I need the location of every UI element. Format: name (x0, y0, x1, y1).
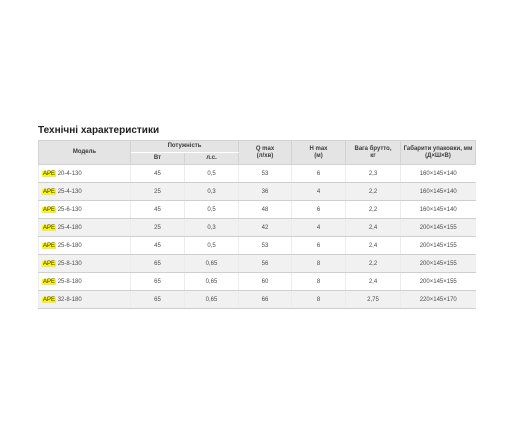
hmax-cell: 6 (292, 201, 346, 219)
dimensions-cell: 200×145×155 (401, 219, 476, 237)
hmax-cell: 6 (292, 165, 346, 183)
brand-label: APE (43, 242, 56, 249)
hmax-cell: 8 (292, 273, 346, 291)
weight-cell: 2,4 (346, 273, 401, 291)
weight-cell: 2,3 (346, 165, 401, 183)
dimensions-cell: 220×145×170 (401, 291, 476, 309)
power-hp-cell: 0,3 (185, 219, 239, 237)
power-w-cell: 45 (131, 237, 185, 255)
qmax-cell: 53 (239, 237, 292, 255)
brand-label: APE (43, 260, 56, 267)
power-hp-cell: 0,5 (185, 201, 239, 219)
table-row (39, 273, 476, 291)
brand-label: APE (43, 206, 56, 213)
model-cell: APE 25-8-180 (39, 273, 131, 291)
spec-table-header (39, 141, 476, 165)
model-cell: APE 25-4-130 (39, 183, 131, 201)
hmax-cell: 8 (292, 255, 346, 273)
weight-cell: 2,2 (346, 201, 401, 219)
header-power-hp: л.с. (185, 153, 239, 165)
power-hp-cell: 0,65 (185, 273, 239, 291)
qmax-cell: 60 (239, 273, 292, 291)
model-cell: APE 25-6-180 (39, 237, 131, 255)
table-row (39, 255, 476, 273)
model-cell: APE 25-8-130 (39, 255, 131, 273)
table-row (39, 219, 476, 237)
weight-cell: 2,4 (346, 219, 401, 237)
brand-label: APE (43, 296, 56, 303)
brand-label: APE (43, 224, 56, 231)
power-hp-cell: 0,3 (185, 183, 239, 201)
dimensions-cell: 200×145×155 (401, 237, 476, 255)
dimensions-cell: 160×145×140 (401, 165, 476, 183)
table-row (39, 201, 476, 219)
header-power-w: Вт (131, 153, 185, 165)
spec-table-body (39, 165, 476, 309)
dimensions-cell: 200×145×155 (401, 255, 476, 273)
weight-cell: 2,2 (346, 255, 401, 273)
table-row (39, 183, 476, 201)
power-hp-cell: 0,65 (185, 291, 239, 309)
qmax-cell: 48 (239, 201, 292, 219)
power-hp-cell: 0,5 (185, 237, 239, 255)
brand-label: APE (43, 170, 56, 177)
power-w-cell: 65 (131, 273, 185, 291)
model-cell: APE 20-4-130 (39, 165, 131, 183)
hmax-cell: 6 (292, 237, 346, 255)
model-cell: APE 32-8-180 (39, 291, 131, 309)
hmax-cell: 8 (292, 291, 346, 309)
header-hmax: H max (м) (292, 141, 346, 165)
header-power: Потужність (131, 141, 239, 153)
power-w-cell: 25 (131, 219, 185, 237)
model-cell: APE 25-6-130 (39, 201, 131, 219)
table-row (39, 291, 476, 309)
qmax-cell: 66 (239, 291, 292, 309)
power-w-cell: 65 (131, 255, 185, 273)
section-title: Технічні характеристики (38, 125, 160, 136)
header-model: Модель (39, 141, 131, 165)
table-row (39, 165, 476, 183)
dimensions-cell: 160×145×140 (401, 183, 476, 201)
spec-table (38, 140, 476, 309)
header-qmax: Q max (л/хв) (239, 141, 292, 165)
model-cell: APE 25-4-180 (39, 219, 131, 237)
brand-label: APE (43, 188, 56, 195)
power-w-cell: 45 (131, 201, 185, 219)
brand-label: APE (43, 278, 56, 285)
weight-cell: 2,4 (346, 237, 401, 255)
qmax-cell: 56 (239, 255, 292, 273)
qmax-cell: 36 (239, 183, 292, 201)
power-w-cell: 65 (131, 291, 185, 309)
hmax-cell: 4 (292, 219, 346, 237)
dimensions-cell: 160×145×140 (401, 201, 476, 219)
header-dimensions: Габарити упаковки, мм (Д×Ш×В) (401, 141, 476, 165)
weight-cell: 2,2 (346, 183, 401, 201)
weight-cell: 2,75 (346, 291, 401, 309)
qmax-cell: 53 (239, 165, 292, 183)
power-hp-cell: 0,65 (185, 255, 239, 273)
power-w-cell: 45 (131, 165, 185, 183)
table-row (39, 237, 476, 255)
power-hp-cell: 0,5 (185, 165, 239, 183)
power-w-cell: 25 (131, 183, 185, 201)
qmax-cell: 42 (239, 219, 292, 237)
dimensions-cell: 200×145×155 (401, 273, 476, 291)
hmax-cell: 4 (292, 183, 346, 201)
header-weight: Вага брутто, кг (346, 141, 401, 165)
